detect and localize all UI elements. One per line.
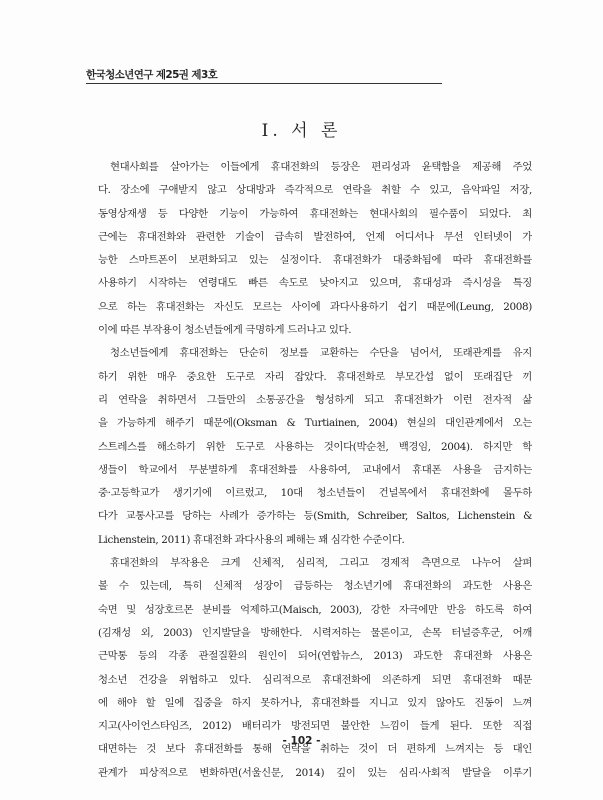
text-line: 볼 수 있는데, 특히 신체적 성장이 급등하는 청소년기에 휴대전화의 과도한 사용은 (98, 580, 532, 593)
text-line: 이에 따른 부작용이 청소년들에게 극명하게 드러나고 있다. (98, 324, 352, 337)
text-line: 에 해야 할 일에 집중을 하지 못하거나, 휴대전화를 지니고 있지 않아도 진동이 느껴 (98, 696, 532, 709)
text-line: 을 가능하게 해주기 때문에(Oksman & Turtiainen, 2004) 현실의 대인관계에서 오는 (98, 417, 532, 430)
text-line: 사용하기 시작하는 연령대도 빠른 속도로 낮아지고 있으며, 휴대성과 즉시성을 특징 (98, 277, 532, 290)
text-line: 으로 하는 휴대전화는 자신도 모르는 사이에 과다사용하기 쉽기 때문에(Leung, 2008) (98, 300, 532, 313)
text-line: 휴대전화의 부작용은 크게 신체적, 심리적, 그리고 경제적 측면으로 나누어 살펴 (110, 557, 532, 570)
text-line: 다가 교통사고를 당하는 사례가 증가하는 등(Smith, Schreiber, Saltos, Lichenstein & (98, 510, 532, 523)
page-number: - 102 - (282, 735, 321, 747)
text-line: Lichenstein, 2011) 휴대전화 과다사용의 폐해는 꽤 심각한 수준이다. (98, 533, 405, 546)
text-line: 근막통 등의 각종 관절질환의 원인이 되어(연합뉴스, 2013) 과도한 휴대전화 사용은 (98, 650, 532, 663)
text-line: 대면하는 것 보다 휴대전화를 통해 연락을 취하는 것이 더 편하게 느껴지는 등 대인 (98, 743, 532, 756)
text-line: (김재성 외, 2003) 인지발달을 방해한다. 시력저하는 물론이고, 손목 터널증후군, 어깨 (98, 626, 532, 639)
text-line: 현대사회를 살아가는 이들에게 휴대전화의 등장은 편리성과 윤택함을 제공해 주었 (110, 161, 532, 173)
text-line: 청소년들에게 휴대전화는 단순히 정보를 교환하는 수단을 넘어서, 또래관계를 유지 (110, 347, 532, 360)
text-line: 동영상재생 등 다양한 기능이 가능하여 휴대전화는 현대사회의 필수품이 되었다. 최 (98, 207, 532, 220)
text-line: 다. 장소에 구애받지 않고 상대방과 즉각적으로 연락을 취할 수 있고, 음악파일 저장, (98, 184, 532, 197)
text-line: 중·고등학교가 생기기에 이르렀고, 10대 청소년들이 건널목에서 휴대전화에 몰두하 (98, 487, 532, 500)
text-line: 청소년 건강을 위협하고 있다. 심리적으로 휴대전화에 의존하게 되면 휴대전화 때문 (98, 673, 532, 686)
body-text (98, 156, 532, 785)
text-line: 숙면 및 성장호르몬 분비를 억제하고(Maisch, 2003), 강한 자극에만 반응 하도록 하여 (98, 603, 532, 616)
text-line: 관계가 피상적으로 변화하면(서울신문, 2014) 깊이 있는 심리·사회적 발달을 이루기 (98, 766, 532, 779)
text-line: 지고(사이언스타임즈, 2012) 배터리가 방전되면 불안한 느낌이 들게 된다. 또한 직접 (98, 720, 532, 733)
text-line: 스트레스를 해소하기 위한 도구로 사용하는 것이다(박순천, 백경임, 2004). 하지만 학 (98, 440, 532, 453)
running-header: 한국청소년연구 제25권 제3호 (86, 69, 218, 81)
text-line: 능한 스마트폰이 보편화되고 있는 실정이다. 휴대전화가 대중화됨에 따라 휴대전화를 (98, 254, 532, 267)
section-title: Ⅰ. 서 론 (261, 121, 342, 141)
header-rule (86, 83, 442, 84)
text-line: 리 연락을 취하면서 그들만의 소통공간을 형성하게 되고 휴대전화가 이런 전자적 삶 (98, 393, 532, 406)
text-line: 하기 위한 매우 중요한 도구로 자리 잡았다. 휴대전화로 부모간섭 없이 또래집단 끼 (98, 370, 532, 383)
text-line: 생들이 학교에서 무분별하게 휴대전화를 사용하여, 교내에서 휴대폰 사용을 금지하는 (98, 463, 532, 476)
text-line: 근에는 휴대전화와 관련한 기술이 급속히 발전하여, 언제 어디서나 무선 인터넷이 가 (98, 230, 532, 243)
